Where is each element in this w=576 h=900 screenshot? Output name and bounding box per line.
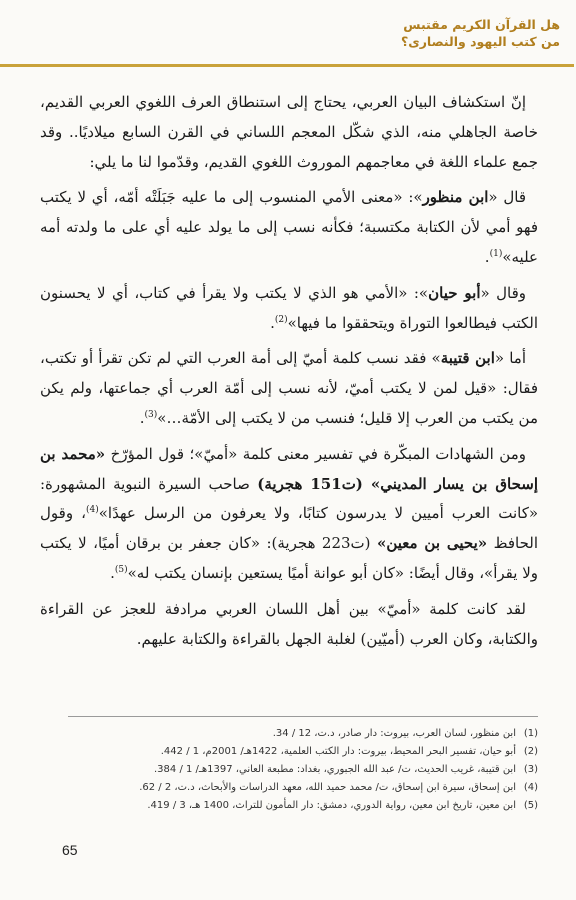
paragraph-abu-hayyan: وقال «أبو حيان»: «الأمي هو الذي لا يكتب ولا يقرأ في كتاب، أي لا يحسنون الكتب فيطالعوا التوراة ويتحققوا ما فيها»$^{(2)}$. <box>40 283 538 332</box>
running-title <box>386 16 560 50</box>
text-segment: ومن الشهادات المبكّرة في تفسير معنى كلمة «أميّ»؛ قول المؤرّخ <box>105 444 527 463</box>
footnote-item <box>60 797 538 815</box>
footnote-ref: (5) <box>114 564 128 575</box>
text-prefix: أما « <box>494 349 526 368</box>
text-prefix: وقال « <box>480 283 527 302</box>
running-title-line1: هل القرآن الكريم مقتبس <box>403 17 560 32</box>
page-header <box>0 14 576 66</box>
footnote-item <box>60 725 538 743</box>
footnote-ref: (4) <box>85 505 99 516</box>
footnote-ref: (1) <box>489 248 503 259</box>
footnote-ref: (3) <box>144 409 158 420</box>
footnotes <box>60 725 538 815</box>
footnote-text: ابن إسحاق، سيرة ابن إسحاق، ت/ محمد حميد الله، معهد الدراسات والأبحاث، د.ت، 2 / 62. <box>139 782 516 793</box>
footnote-item <box>60 743 538 761</box>
paragraph-conclusion: لقد كانت كلمة «أميّ» بين أهل اللسان العربي مرادفة للعجز عن القراءة والكتابة، وكان العرب (أميّين) لغلبة الجهل بالقراءة والكتابة عليهم. <box>40 599 538 648</box>
author-name: ابن قتيبة <box>440 349 495 368</box>
footnote-item <box>60 779 538 797</box>
paragraph-ibn-manzur: قال «ابن منظور»: «معنى الأمي المنسوب إلى ما عليه جَبَلَتْه أمّه، أي لا يكتب فهو أمي لأن الكتابة مكتسبة؛ فكأنه نسب إلى ما يولد عليه أي على ما ولدته أمه عليه»$^{(1)}$. <box>40 188 538 266</box>
footnote-number: (3) <box>523 764 538 775</box>
quote-text: » فقد نسب كلمة أميّ إلى أمة العرب التي لم تكن تقرأ أو تكتب، فقال: «قيل لمن لا يكتب أميّ، لأنه نسب إلى أمّة العرب أي جماعتها، ولم يكن من يكتب من العرب إلا قليل؛ فنسب من لا يكتب إلى الأمّة…» <box>40 349 538 427</box>
text-segment: (ت223 هجرية): «كان جعفر بن برقان أميًا، لا يكتب ولا يقرأ»، وقال أيضًا: «كان أبو عوانة أميًا يستعين بإنسان يكتب له» <box>40 534 538 582</box>
footnote-number: (2) <box>523 746 538 757</box>
main-text <box>40 88 538 660</box>
quote-text: »: «معنى الأمي المنسوب إلى ما عليه جَبَلَتْه أمّه، أي لا يكتب فهو أمي لأن الكتابة مكتسبة؛ فكأنه نسب إلى ما يولد عليه أي على ما ولدته أمه عليه» <box>40 188 538 266</box>
text-segment: صاحب السيرة النبوية المشهورة: «كانت العرب أميين لا يدرسون كتابًا، ولا يعرفون من الرسل عهدًا» <box>40 474 539 523</box>
paragraph-ibn-qutayba: أما «ابن قتيبة» فقد نسب كلمة أميّ إلى أمة العرب التي لم تكن تقرأ أو تكتب، فقال: «قيل لمن لا يكتب أميّ، لأنه نسب إلى أمّة العرب أي جماعتها، ولم يكن من يكتب من العرب إلا قليل؛ فنسب من لا يكتب إلى الأمّة…»$^{(3)}$. <box>40 349 538 427</box>
footnote-text: ابن قتيبة، غريب الحديث، ت/ عبد الله الجبوري، بغداد: مطبعة العاني، 1397هـ/ 1 / 384. <box>153 764 516 775</box>
author-name: «يحيى بن معين» <box>376 534 488 553</box>
text-prefix: قال « <box>488 188 526 207</box>
footnote-ref: (2) <box>274 314 288 325</box>
paragraph-intro: إنّ استكشاف البيان العربي، يحتاج إلى استنطاق العرف اللغوي العربي القديم، خاصة الجاهلي منه، الذي شكّل المعجم اللساني في القرن السابع ميلاديًا.. وقد جمع علماء اللغة في معاجمهم الموروث اللغوي القديم، وقدّموا لنا ما يلي: <box>40 93 538 171</box>
author-name: «محمد بن إسحاق بن يسار المديني» (ت151 هجرية) <box>40 444 538 493</box>
footnote-divider <box>68 716 538 717</box>
footnote-text: ابن معين، تاريخ ابن معين، رواية الدوري، دمشق: دار المأمون للتراث، 1400 هـ، 3 / 419. <box>147 800 516 811</box>
text-segment: ، وقول الحافظ <box>40 504 538 553</box>
footnote-item <box>60 761 538 779</box>
footnote-number: (5) <box>523 800 538 811</box>
footnote-number: (4) <box>523 782 538 793</box>
header-rule <box>0 64 574 67</box>
running-title-line2: من كتب اليهود والنصارى؟ <box>401 34 560 49</box>
paragraph-testimonies: ومن الشهادات المبكّرة في تفسير معنى كلمة «أميّ»؛ قول المؤرّخ «محمد بن إسحاق بن يسار المديني» (ت151 هجرية) صاحب السيرة النبوية المشهورة: «كانت العرب أميين لا يدرسون كتابًا، ولا يعرفون من الرسل عهدًا»$^{(4)}$، وقول الحافظ «يحيى بن معين» (ت223 هجرية): «كان جعفر بن برقان أميًا، لا يكتب ولا يقرأ»، وقال أيضًا: «كان أبو عوانة أميًا يستعين بإنسان يكتب له»$^{(5)}$. <box>40 444 539 582</box>
quote-text: »: «الأمي هو الذي لا يكتب ولا يقرأ في كتاب، أي لا يحسنون الكتب فيطالعوا التوراة ويتحققوا ما فيها» <box>40 283 538 332</box>
page-number: 65 <box>62 842 78 858</box>
footnote-number: (1) <box>523 728 538 739</box>
footnote-text: أبو حيان، تفسير البحر المحيط، بيروت: دار الكتب العلمية، 1422هـ/ 2001م، 1 / 442. <box>160 746 516 757</box>
author-name: أبو حيان <box>428 283 481 302</box>
author-name: ابن منظور <box>422 188 489 207</box>
footnote-text: ابن منظور، لسان العرب، بيروت: دار صادر، د.ت، 12 / 34. <box>272 728 516 739</box>
